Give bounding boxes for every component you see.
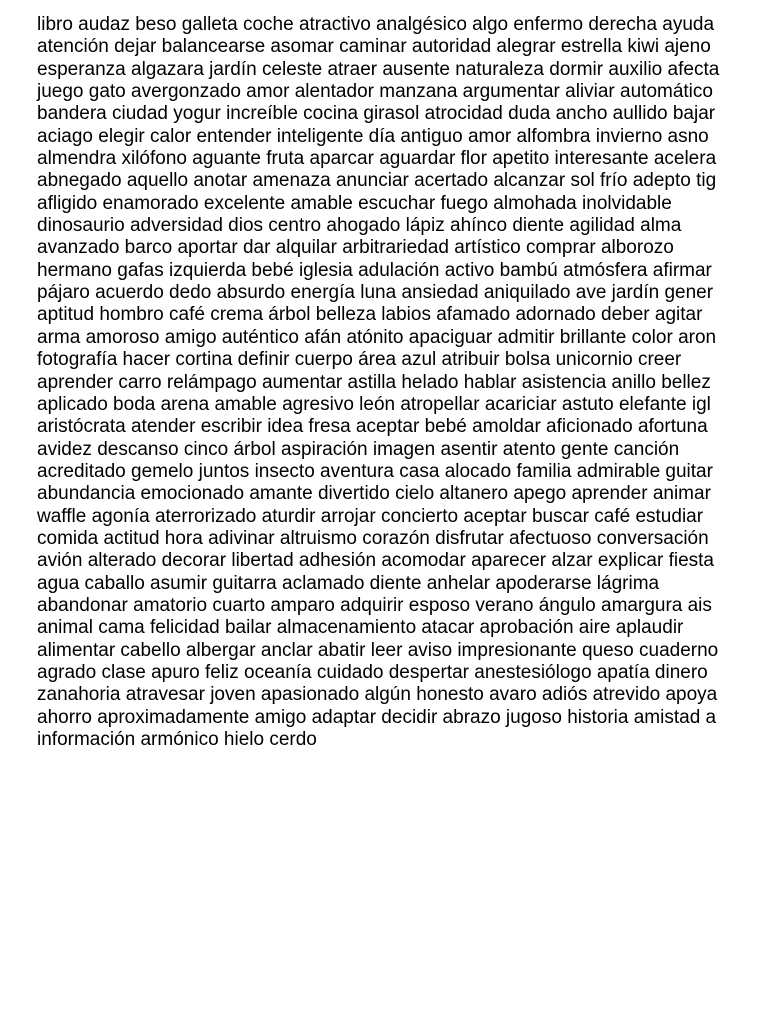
text-line: juego gato avergonzado amor alentador manzana argumentar aliviar automático bbox=[37, 81, 713, 103]
text-line: aplicado boda arena amable agresivo león atropellar acariciar astuto elefante igl bbox=[37, 393, 711, 415]
text-line: waffle agonía aterrorizado aturdir arrojar concierto aceptar buscar café estudiar bbox=[37, 505, 704, 527]
text-line: avión alterado decorar libertad adhesión acomodar aparecer alzar explicar fiesta bbox=[37, 550, 714, 572]
text-line: hermano gafas izquierda bebé iglesia adulación activo bambú atmósfera afirmar bbox=[37, 259, 712, 281]
text-line: arma amoroso amigo auténtico afán atónito apaciguar admitir brillante color aron bbox=[37, 326, 717, 348]
text-line: atención dejar balancearse asomar caminar autoridad alegrar estrella kiwi ajeno bbox=[37, 36, 711, 58]
text-line: dinosaurio adversidad dios centro ahogado lápiz ahínco diente agilidad alma bbox=[37, 215, 682, 237]
text-line: información armónico hielo cerdo bbox=[37, 729, 317, 750]
text-line: almendra xilófono aguante fruta aparcar aguardar flor apetito interesante acelera bbox=[37, 148, 717, 170]
text-line: agua caballo asumir guitarra aclamado diente anhelar apoderarse lágrima bbox=[37, 572, 660, 594]
text-line: comida actitud hora adivinar altruismo corazón disfrutar afectuoso conversación bbox=[37, 527, 709, 549]
text-line: abnegado aquello anotar amenaza anunciar acertado alcanzar sol frío adepto tig bbox=[37, 170, 717, 192]
text-line: ahorro aproximadamente amigo adaptar decidir abrazo jugoso historia amistad a bbox=[37, 706, 717, 728]
text-line: pájaro acuerdo dedo absurdo energía luna ansiedad aniquilado ave jardín gener bbox=[37, 282, 714, 304]
text-line: avidez descanso cinco árbol aspiración imagen asentir atento gente canción bbox=[37, 438, 680, 460]
text-line: avanzado barco aportar dar alquilar arbitrariedad artístico comprar alborozo bbox=[37, 237, 674, 259]
text-line: agrado clase apuro feliz oceanía cuidado despertar anestesiólogo apatía dinero bbox=[37, 661, 708, 683]
text-line: zanahoria atravesar joven apasionado algún honesto avaro adiós atrevido apoya bbox=[37, 684, 718, 706]
text-line: abandonar amatorio cuarto amparo adquirir esposo verano ángulo amargura ais bbox=[37, 594, 712, 616]
text-line: acreditado gemelo juntos insecto aventura casa alocado familia admirable guitar bbox=[37, 460, 713, 482]
text-line: aciago elegir calor entender inteligente día antiguo amor alfombra invierno asno bbox=[37, 125, 709, 147]
text-line: aristócrata atender escribir idea fresa aceptar bebé amoldar aficionado afortuna bbox=[37, 416, 708, 438]
text-line: abundancia emocionado amante divertido cielo altanero apego aprender animar bbox=[37, 483, 711, 505]
text-line: animal cama felicidad bailar almacenamiento atacar aprobación aire aplaudir bbox=[37, 617, 684, 639]
word-list-text bbox=[37, 14, 719, 751]
text-line: fotografía hacer cortina definir cuerpo área azul atribuir bolsa unicornio creer bbox=[37, 349, 682, 371]
text-line: afligido enamorado excelente amable escuchar fuego almohada inolvidable bbox=[37, 192, 672, 214]
text-line: aprender carro relámpago aumentar astilla helado hablar asistencia anillo bellez bbox=[37, 371, 711, 393]
text-line: aptitud hombro café crema árbol belleza labios afamado adornado deber agitar bbox=[37, 304, 703, 326]
text-line: bandera ciudad yogur increíble cocina girasol atrocidad duda ancho aullido bajar bbox=[37, 103, 716, 125]
text-line: esperanza algazara jardín celeste atraer ausente naturaleza dormir auxilio afecta bbox=[37, 58, 720, 80]
text-line: libro audaz beso galleta coche atractivo analgésico algo enfermo derecha ayuda bbox=[37, 14, 715, 35]
text-line: alimentar cabello albergar anclar abatir leer aviso impresionante queso cuaderno bbox=[37, 639, 719, 661]
